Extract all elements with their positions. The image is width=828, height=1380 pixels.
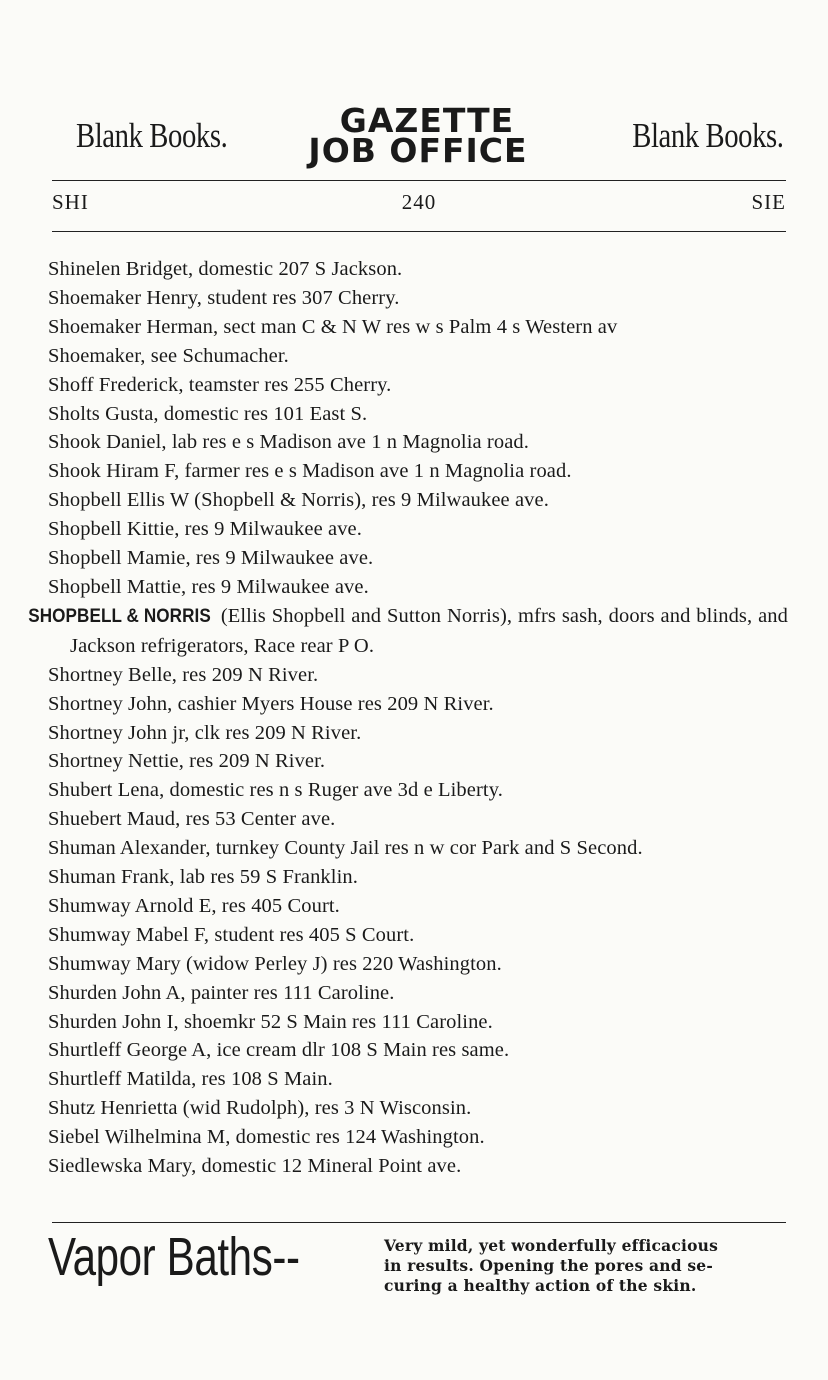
business-details: (Ellis Shopbell and Sutton Norris), mfrs sash, doors and blinds, and Jackson refrigerators, Race rear P O.	[70, 604, 788, 657]
list-item: Shubert Lena, domestic res n s Ruger ave 3d e Liberty.	[48, 779, 503, 802]
list-item: Shuman Frank, lab res 59 S Franklin.	[48, 866, 358, 889]
header-advertisement	[48, 100, 784, 172]
list-item: Shook Daniel, lab res e s Madison ave 1 n Magnolia road.	[48, 431, 529, 454]
list-item: Shortney John, cashier Myers House res 209 N River.	[48, 692, 494, 715]
list-item: Shopbell Ellis W (Shopbell & Norris), res 9 Milwaukee ave.	[48, 489, 549, 512]
list-item: Siedlewska Mary, domestic 12 Mineral Point ave.	[48, 1155, 462, 1178]
header-rule-bottom	[52, 231, 786, 232]
running-head	[52, 190, 786, 220]
list-item: Shurtleff George A, ice cream dlr 108 S Main res same.	[48, 1039, 510, 1062]
vapor-line-3: curing a healthy action of the skin.	[384, 1276, 697, 1295]
business-entry	[28, 602, 788, 661]
list-item: Shumway Mary (widow Perley J) res 220 Washington.	[48, 952, 502, 975]
list-item: Shook Hiram F, farmer res e s Madison ave 1 n Magnolia road.	[48, 460, 572, 483]
footer-rule	[52, 1222, 786, 1223]
list-item: Shoemaker Henry, student res 307 Cherry.	[48, 286, 400, 309]
list-item: Shoemaker Herman, sect man C & N W res w s Palm 4 s Western av	[48, 315, 618, 338]
vapor-line-1: Very mild, yet wonderfully efficacious	[384, 1236, 719, 1255]
list-item: Shoff Frederick, teamster res 255 Cherry.	[48, 373, 392, 396]
list-item: Sholts Gusta, domestic res 101 East S.	[48, 402, 368, 425]
list-item: Shopbell Mamie, res 9 Milwaukee ave.	[48, 547, 374, 570]
footer-advertisement	[48, 1228, 788, 1308]
vapor-baths-description	[384, 1236, 784, 1296]
list-item: Shortney Belle, res 209 N River.	[48, 663, 319, 686]
job-office-title: JOB OFFICE	[308, 131, 528, 170]
running-head-left: SHI	[52, 190, 89, 214]
list-item: Shurtleff Matilda, res 108 S Main.	[48, 1068, 333, 1091]
vapor-baths-headline: Vapor Baths--	[48, 1227, 300, 1287]
page-number: 240	[401, 190, 437, 214]
vapor-line-2: in results. Opening the pores and se-	[384, 1256, 713, 1275]
list-item: Shuman Alexander, turnkey County Jail res n w cor Park and S Second.	[48, 837, 643, 860]
list-item: Shortney Nettie, res 209 N River.	[48, 750, 326, 773]
list-item: Shuebert Maud, res 53 Center ave.	[48, 808, 336, 831]
blank-books-right: Blank Books.	[632, 116, 784, 155]
header-rule-top	[52, 180, 786, 181]
running-head-right: SIE	[751, 190, 786, 214]
list-item: Shutz Henrietta (wid Rudolph), res 3 N Wisconsin.	[48, 1097, 472, 1120]
gazette-title: GAZETTE	[339, 101, 515, 140]
list-item: Shurden John A, painter res 111 Caroline.	[48, 981, 395, 1004]
list-item: Shortney John jr, clk res 209 N River.	[48, 721, 362, 744]
list-item: Shoemaker, see Schumacher.	[48, 344, 289, 367]
list-item: Shopbell Mattie, res 9 Milwaukee ave.	[48, 575, 369, 598]
blank-books-left: Blank Books.	[76, 116, 228, 155]
list-item: Shurden John I, shoemkr 52 S Main res 111 Caroline.	[48, 1010, 493, 1033]
list-item: Shumway Mabel F, student res 405 S Court.	[48, 923, 415, 946]
list-item: Siebel Wilhelmina M, domestic res 124 Washington.	[48, 1126, 485, 1149]
directory-entries	[28, 255, 788, 1181]
list-item: Shumway Arnold E, res 405 Court.	[48, 894, 340, 917]
list-item: Shinelen Bridget, domestic 207 S Jackson.	[48, 258, 403, 280]
business-name: SHOPBELL & NORRIS	[28, 605, 211, 627]
list-item: Shopbell Kittie, res 9 Milwaukee ave.	[48, 518, 362, 541]
